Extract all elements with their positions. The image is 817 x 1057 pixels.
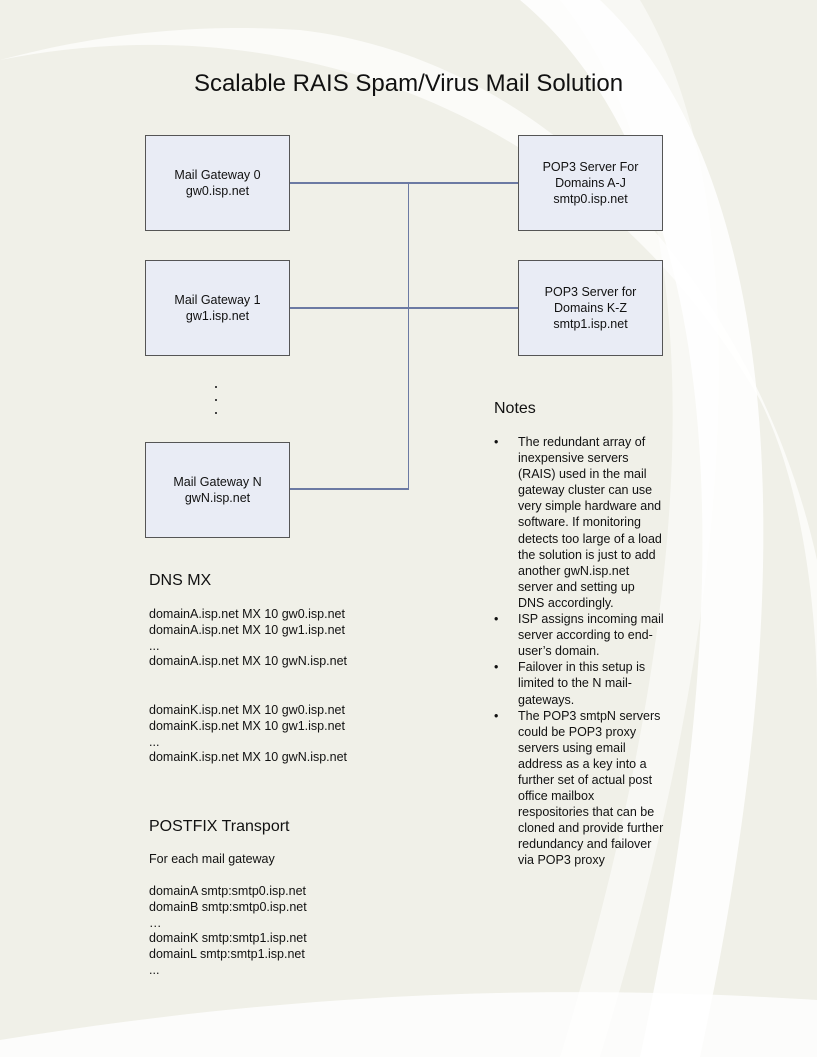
postfix-heading: POSTFIX Transport (149, 818, 290, 835)
mail-gateway-1-box (145, 260, 290, 356)
dns-group-2 (149, 703, 347, 766)
postfix-lines (149, 884, 307, 979)
mail-gateway-0-box (145, 135, 290, 231)
gateway-name: Mail Gateway 0 (174, 168, 261, 182)
connector-line (289, 182, 518, 184)
server-name: POP3 Server for (544, 285, 637, 299)
notes-heading: Notes (494, 400, 536, 417)
ellipsis-dot (215, 386, 217, 388)
server-domains: Domains A-J (555, 176, 626, 190)
dns-record: domainK.isp.net MX 10 gw1.isp.net (149, 718, 345, 733)
dns-heading: DNS MX (149, 572, 212, 589)
gateway-host: gwN.isp.net (184, 491, 251, 505)
ellipsis-dot (215, 412, 217, 414)
server-domains: Domains K-Z (554, 301, 627, 315)
dns-group-1 (149, 607, 347, 670)
dns-record: domainK.isp.net MX 10 gwN.isp.net (149, 750, 348, 765)
dns-record: ... (149, 734, 160, 749)
note-item: • Failover in this setup is limited to the N mail-gateways. (494, 659, 664, 707)
dns-record: ... (149, 638, 160, 653)
pop3-server-1-box (518, 260, 663, 356)
note-item: • The redundant array of inexpensive servers (RAIS) used in the mail gateway cluster can use very simple hardware and software. If monitoring detects too large of a load the solution is just to add another gwN.isp.net server and setting up DNS accordingly. (494, 434, 664, 611)
notes-list (494, 434, 664, 869)
dns-record: domainK.isp.net MX 10 gw0.isp.net (149, 703, 345, 717)
gateway-name: Mail Gateway 1 (174, 293, 261, 307)
gateway-host: gw0.isp.net (185, 184, 250, 198)
transport-entry: domainL smtp:smtp1.isp.net (149, 947, 305, 962)
server-name: POP3 Server For (542, 160, 639, 174)
postfix-intro: For each mail gateway (149, 852, 275, 866)
transport-entry: domainK smtp:smtp1.isp.net (149, 931, 307, 946)
connector-line (289, 307, 518, 309)
gateway-name: Mail Gateway N (173, 475, 262, 489)
gateway-host: gw1.isp.net (185, 309, 250, 323)
dns-record: domainA.isp.net MX 10 gw1.isp.net (149, 622, 345, 637)
note-item: • The POP3 smtpN servers could be POP3 proxy servers using email address as a key into a further set of actual post office mailbox respositories that can be cloned and provide further redundancy and failover via POP3 proxy (494, 708, 664, 869)
connector-line (289, 488, 409, 490)
transport-entry: domainA smtp:smtp0.isp.net (149, 884, 307, 898)
transport-entry: ... (149, 962, 160, 977)
transport-entry: … (149, 915, 162, 930)
server-host: smtp1.isp.net (553, 317, 628, 331)
connector-bus (408, 182, 410, 490)
dns-record: domainA.isp.net MX 10 gw0.isp.net (149, 607, 345, 621)
page-title: Scalable RAIS Spam/Virus Mail Solution (193, 70, 624, 97)
pop3-server-0-box (518, 135, 663, 231)
ellipsis-dot (215, 399, 217, 401)
dns-record: domainA.isp.net MX 10 gwN.isp.net (149, 654, 348, 669)
mail-gateway-n-box (145, 442, 290, 538)
server-host: smtp0.isp.net (553, 192, 628, 206)
note-item: • ISP assigns incoming mail server according to end-user’s domain. (494, 611, 664, 659)
transport-entry: domainB smtp:smtp0.isp.net (149, 899, 307, 914)
